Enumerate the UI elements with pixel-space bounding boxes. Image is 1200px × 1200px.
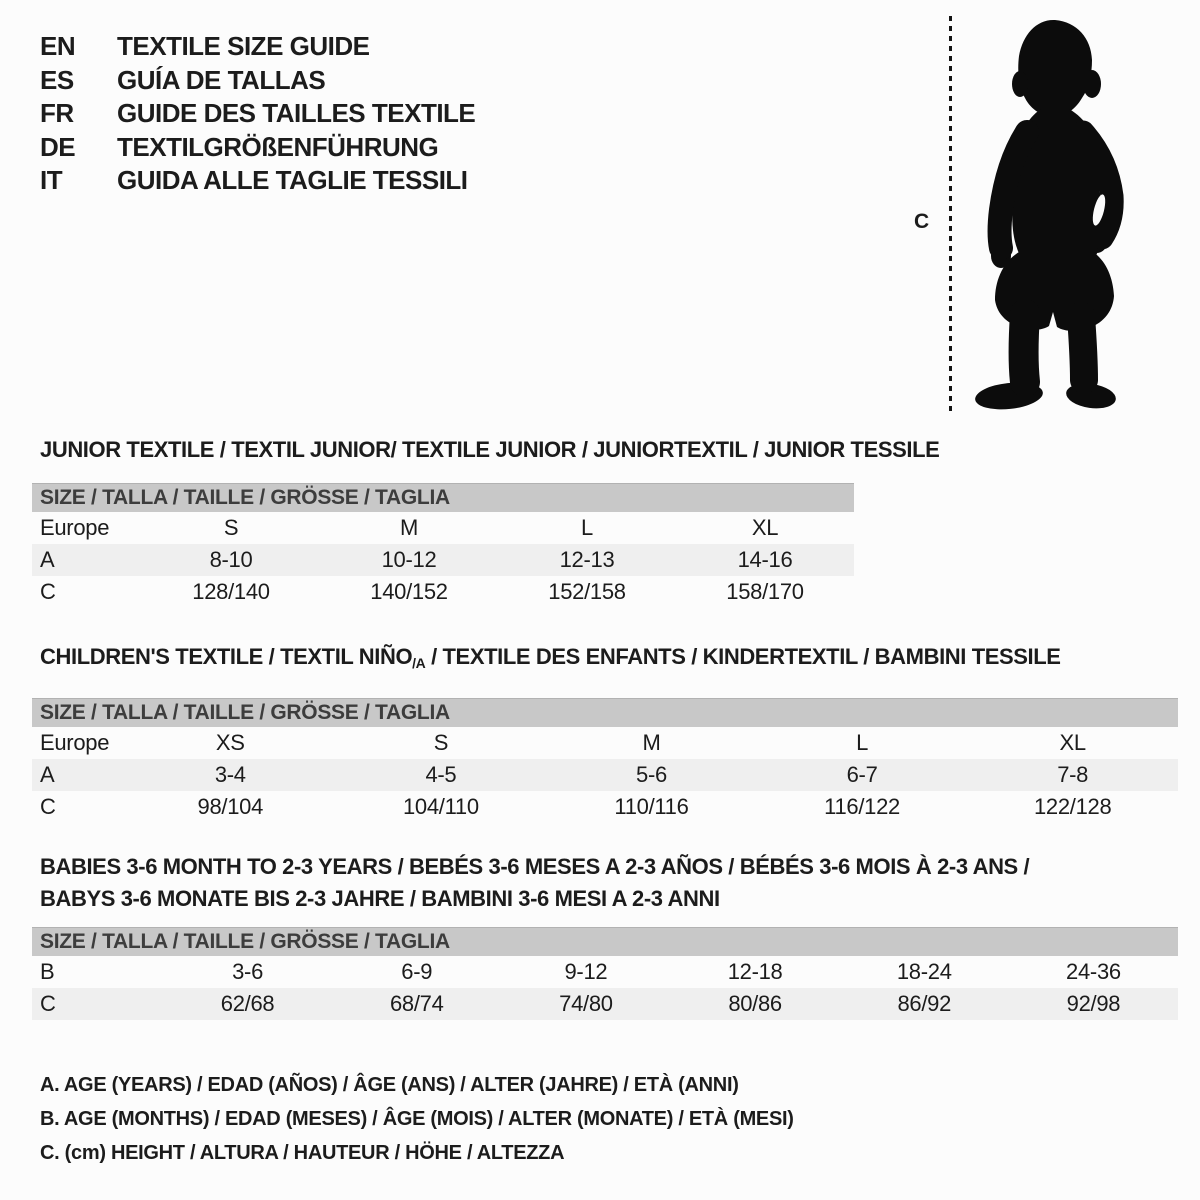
row-label: Europe — [40, 515, 110, 540]
height-measure-dashed-line — [949, 16, 952, 416]
value-cell: 116/122 — [824, 794, 900, 819]
value-cell: 8-10 — [209, 547, 253, 572]
children-title-subscript: /A — [412, 655, 426, 671]
junior-age-row — [32, 544, 854, 576]
footnotes — [40, 1068, 794, 1170]
height-measure-label: C — [914, 210, 930, 233]
language-row-fr — [40, 97, 475, 131]
children-title-main: CHILDREN'S TEXTILE / TEXTIL NIÑO — [40, 644, 413, 669]
junior-section-title: JUNIOR TEXTILE / TEXTIL JUNIOR/ TEXTILE JUNIOR / JUNIORTEXTIL / JUNIOR TESSILE — [40, 437, 940, 462]
value-cell: 140/152 — [370, 579, 448, 604]
size-cell: S — [433, 730, 449, 755]
guide-title: GUIDA ALLE TAGLIE TESSILI — [117, 165, 468, 195]
value-cell: 104/110 — [402, 794, 479, 819]
size-header-bar: SIZE / TALLA / TAILLE / GRÖSSE / TAGLIA — [32, 483, 854, 512]
size-cell: L — [856, 730, 869, 755]
value-cell: 3-4 — [214, 762, 246, 787]
row-label: Europe — [40, 730, 110, 755]
value-cell: 98/104 — [197, 794, 264, 819]
language-row-en — [40, 30, 475, 64]
language-code: DE — [40, 131, 76, 162]
language-row-it — [40, 164, 475, 198]
guide-title: TEXTILE SIZE GUIDE — [117, 31, 370, 61]
value-cell: 152/158 — [548, 579, 626, 604]
value-cell: 86/92 — [897, 991, 952, 1016]
guide-title: GUÍA DE TALLAS — [117, 64, 326, 95]
children-age-row — [32, 759, 1178, 791]
value-cell: 12-13 — [559, 547, 615, 572]
guide-title: GUIDE DES TAILLES TEXTILE — [117, 98, 476, 128]
babies-section-title — [32, 851, 1178, 915]
value-cell: 122/128 — [1033, 794, 1112, 819]
size-cell: XL — [751, 515, 779, 540]
babies-textile-section — [32, 851, 1178, 1020]
language-code: FR — [40, 98, 74, 128]
value-cell: 74/80 — [559, 991, 613, 1016]
value-cell: 110/116 — [614, 794, 689, 819]
size-cell: L — [581, 515, 593, 540]
children-textile-section — [32, 644, 1178, 823]
note-height-cm: C. (cm) HEIGHT / ALTURA / HAUTEUR / HÖHE / ALTEZZA — [40, 1142, 565, 1164]
junior-textile-section — [32, 437, 940, 608]
guide-title: TEXTILGRÖßENFÜHRUNG — [117, 131, 439, 162]
value-cell: 18-24 — [896, 959, 952, 984]
value-cell: 24-36 — [1066, 959, 1121, 984]
note-age-months: B. AGE (MONTHS) / EDAD (MESES) / ÂGE (MOIS) / ALTER (MONATE) / ETÀ (MESI) — [40, 1108, 794, 1130]
row-label: A — [40, 547, 55, 572]
language-row-de — [40, 131, 475, 165]
value-cell: 5-6 — [636, 762, 667, 787]
babies-title-line2: BABYS 3-6 MONATE BIS 2-3 JAHRE / BAMBINI 3-6 MESI A 2-3 ANNI — [40, 886, 720, 911]
language-code: EN — [40, 31, 76, 61]
value-cell: 62/68 — [220, 991, 275, 1016]
size-cell: XS — [215, 730, 245, 755]
row-label: C — [40, 794, 56, 819]
value-cell: 9-12 — [564, 959, 608, 984]
junior-height-row — [32, 576, 854, 608]
children-title-rest: / TEXTILE DES ENFANTS / KINDERTEXTIL / BAMBINI TESSILE — [425, 644, 1061, 669]
value-cell: 6-7 — [846, 762, 878, 787]
children-section-title — [32, 644, 1178, 676]
babies-height-row — [32, 988, 1178, 1020]
value-cell: 10-12 — [381, 547, 437, 572]
junior-europe-row — [32, 512, 854, 544]
value-cell: 80/86 — [728, 991, 782, 1016]
row-label: B — [40, 959, 55, 984]
size-cell: S — [223, 515, 239, 540]
value-cell: 7-8 — [1057, 762, 1089, 787]
language-row-es — [40, 64, 475, 98]
value-cell: 68/74 — [389, 991, 444, 1016]
children-europe-row — [32, 727, 1178, 759]
value-cell: 14-16 — [737, 547, 793, 572]
value-cell: 6-9 — [401, 959, 433, 984]
row-label: C — [40, 991, 56, 1016]
children-height-row — [32, 791, 1178, 823]
language-code: ES — [40, 64, 74, 95]
size-cell: M — [642, 730, 661, 755]
value-cell: 4-5 — [425, 762, 457, 787]
language-code: IT — [40, 165, 63, 195]
size-cell: XL — [1059, 730, 1086, 755]
row-label: A — [40, 762, 55, 787]
babies-months-row — [32, 956, 1178, 988]
value-cell: 158/170 — [726, 579, 804, 604]
value-cell: 3-6 — [232, 959, 264, 984]
value-cell: 12-18 — [727, 959, 783, 984]
size-header-bar: SIZE / TALLA / TAILLE / GRÖSSE / TAGLIA — [32, 927, 1178, 956]
size-cell: M — [399, 515, 419, 540]
babies-title-line1: BABIES 3-6 MONTH TO 2-3 YEARS / BEBÉS 3-6 MESES A 2-3 AÑOS / BÉBÉS 3-6 MOIS À 2-3 ANS / — [40, 854, 1030, 879]
row-label: C — [40, 579, 56, 604]
language-title-list — [40, 30, 475, 198]
value-cell: 92/98 — [1066, 991, 1121, 1016]
value-cell: 128/140 — [192, 579, 270, 604]
toddler-silhouette — [963, 14, 1135, 414]
size-header-bar: SIZE / TALLA / TAILLE / GRÖSSE / TAGLIA — [32, 698, 1178, 727]
note-age-years: A. AGE (YEARS) / EDAD (AÑOS) / ÂGE (ANS) / ALTER (JAHRE) / ETÀ (ANNI) — [40, 1074, 739, 1096]
